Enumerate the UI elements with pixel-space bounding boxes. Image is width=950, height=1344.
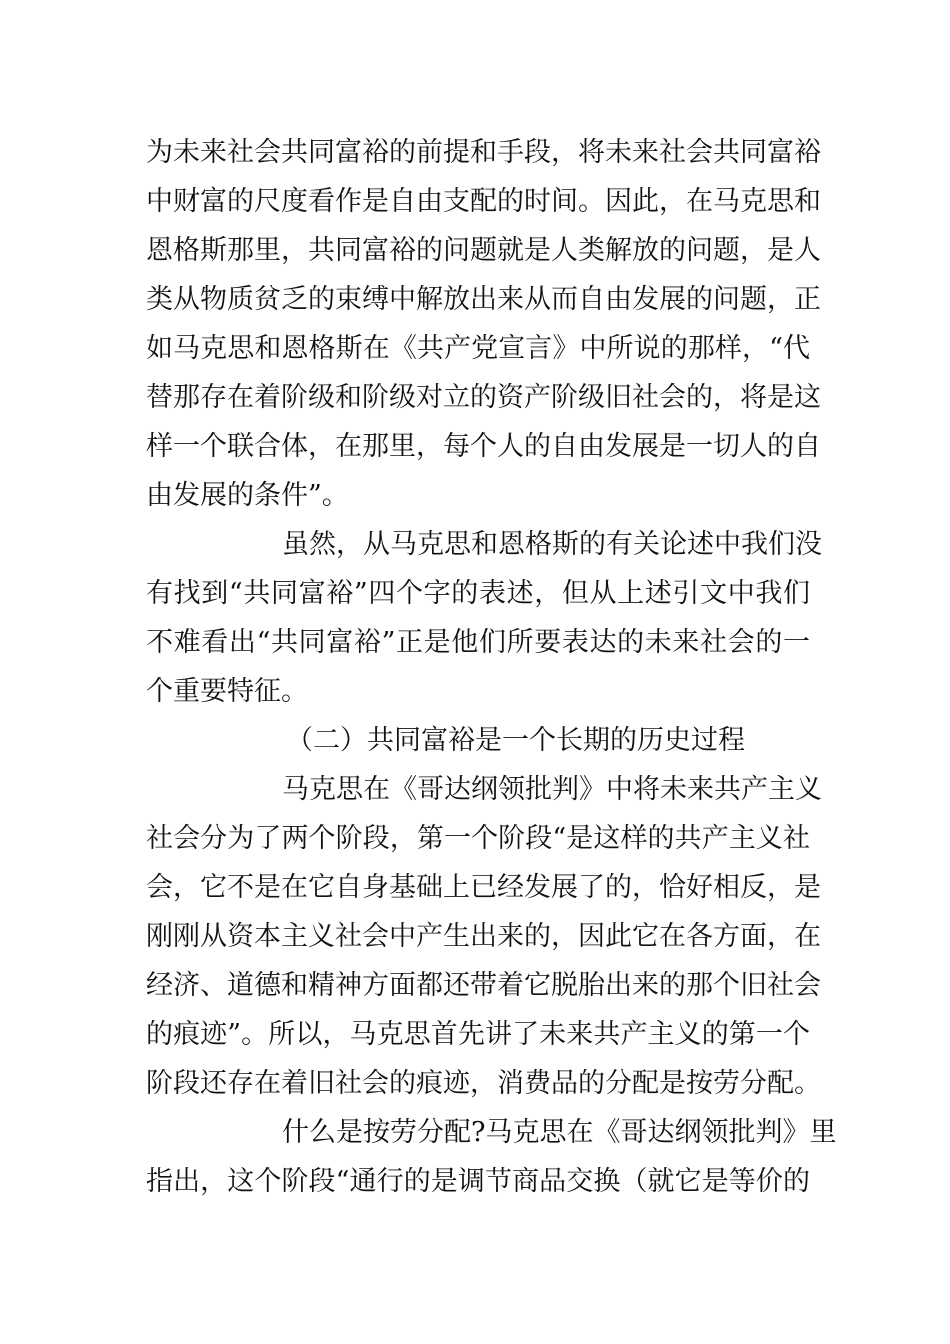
paragraph-line: 恩格斯那里，共同富裕的问题就是人类解放的问题，是人: [146, 235, 821, 266]
paragraph-line: 为未来社会共同富裕的前提和手段，将未来社会共同富裕: [146, 137, 821, 168]
paragraph-line: 有找到“共同富裕”四个字的表述，但从上述引文中我们: [146, 578, 810, 609]
paragraph-line: 替那存在着阶级和阶级对立的资产阶级旧社会的，将是这: [146, 382, 821, 413]
paragraph-line: 社会分为了两个阶段，第一个阶段“是这样的共产主义社: [146, 823, 810, 854]
paragraph-line: 会，它不是在它自身基础上已经发展了的，恰好相反，是: [146, 872, 821, 903]
paragraph-line: 虽然，从马克思和恩格斯的有关论述中我们没: [282, 529, 822, 560]
paragraph-line: 不难看出“共同富裕”正是他们所要表达的未来社会的一: [146, 627, 810, 658]
paragraph-line: 指出，这个阶段“通行的是调节商品交换（就它是等价的: [146, 1166, 810, 1197]
paragraph-line: 类从物质贫乏的束缚中解放出来从而自由发展的问题，正: [146, 284, 821, 315]
paragraph-line: 由发展的条件”。: [146, 480, 349, 511]
paragraph-line: 经济、道德和精神方面都还带着它脱胎出来的那个旧社会: [146, 970, 821, 1001]
paragraph-line: 阶段还存在着旧社会的痕迹，消费品的分配是按劳分配。: [146, 1068, 821, 1099]
paragraph-line: 样一个联合体，在那里，每个人的自由发展是一切人的自: [146, 431, 821, 462]
paragraph-line: 马克思在《哥达纲领批判》中将未来共产主义: [282, 774, 822, 805]
paragraph-line: 如马克思和恩格斯在《共产党宣言》中所说的那样，“代: [146, 333, 810, 364]
paragraph-line: 刚刚从资本主义社会中产生出来的，因此它在各方面，在: [146, 921, 821, 952]
document-body: [146, 128, 837, 1206]
paragraph-line: 中财富的尺度看作是自由支配的时间。因此，在马克思和: [146, 186, 821, 217]
section-heading: （二）共同富裕是一个长期的历史过程: [286, 725, 745, 756]
paragraph-line: 个重要特征。: [146, 676, 308, 707]
paragraph-line: 的痕迹”。所以，马克思首先讲了未来共产主义的第一个: [146, 1019, 810, 1050]
paragraph-line: 什么是按劳分配?马克思在《哥达纲领批判》里: [282, 1117, 837, 1148]
